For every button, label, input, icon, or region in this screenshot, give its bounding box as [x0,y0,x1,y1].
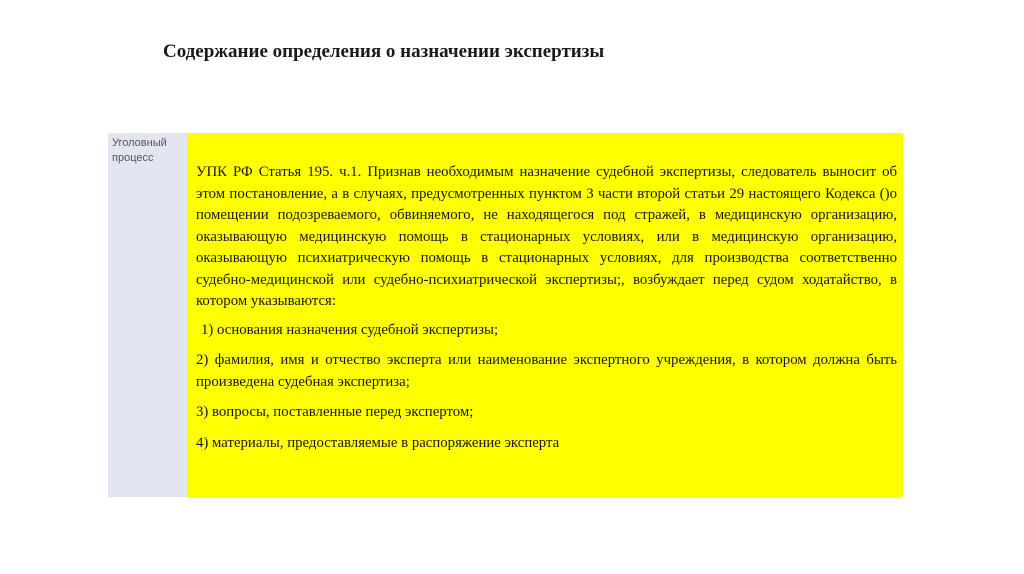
list-item-grounds: 1) основания назначения судебной экспертизы; [201,321,499,338]
law-table [108,133,903,497]
article-content-cell [187,133,903,497]
article-intro-paragraph: УПК РФ Статья 195. ч.1. Признав необходимым назначение судебной экспертизы, следователь выносит об этом постановление, а в случаях, предусмотренных пунктом 3 части второй статьи 29 настоящего Кодекса ()о помещении подозреваемого, обвиняемого, не находящегося под стражей, в медицинскую организацию, оказывающую медицинскую помощь в стационарных условиях, или в медицинскую организацию, оказывающую психиатрическую помощь в стационарных условиях, для производства соответственно судебно-медицинской или судебно-психиатрической экспертизы;, возбуждает перед судом ходатайство, в котором указываются: [196,164,897,309]
list-item-expert-name: 2) фамилия, имя и отчество эксперта или наименование экспертного учреждения, в котором должна быть произведена судебная экспертиза; [196,352,897,390]
list-item-questions: 3) вопросы, поставленные перед экспертом; [196,404,474,420]
category-label-cell: Уголовный процесс [108,133,187,497]
list-item-materials: 4) материалы, предоставляемые в распоряжение эксперта [196,434,560,451]
slide-title: Содержание определения о назначении экспертизы [163,41,605,62]
